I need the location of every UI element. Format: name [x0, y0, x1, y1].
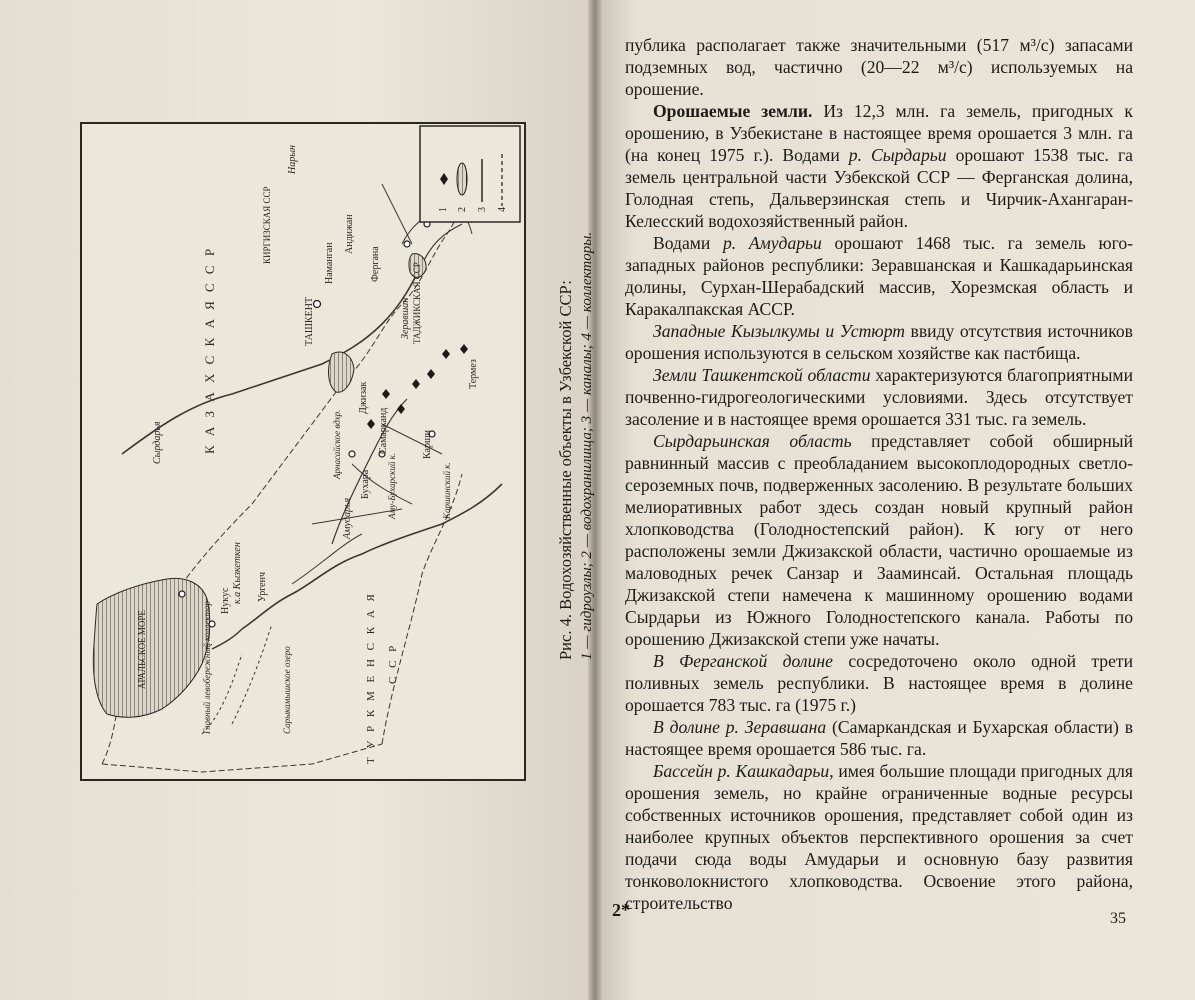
label-tadzhik-ssr: ТАДЖИКСКАЯ ССР — [412, 262, 422, 344]
label-sarykamysh: Сарыкамышское озеро — [282, 646, 292, 734]
paragraph-fergana — [625, 650, 1133, 716]
paragraph-kashkadarya — [625, 760, 1133, 914]
paragraph-amudarya — [625, 232, 1133, 320]
text-run: В Ферганской долине — [653, 651, 833, 671]
legend-number-4: 4 — [497, 207, 508, 212]
label-amudarya: Амударья — [342, 497, 353, 539]
paragraph-tashkent — [625, 364, 1133, 430]
label-turkmen: Т У Р К М Е Н С К А Я — [365, 591, 377, 764]
map-drawing — [82, 124, 524, 779]
label-kuzketken: к.а Кызкеткен — [232, 542, 243, 604]
water-facilities-map — [80, 122, 526, 781]
text-run: орошают 1468 тыс. га земель юго-западных районов республики: Зеравшанская и Кашкадарьинская долины, Сурхан-Шерабадский массив, Хорезмская область и Каракалпакская АССР. — [625, 233, 1134, 319]
label-aral-sea: АРАЛЬСКОЕ МОРЕ — [137, 610, 147, 689]
label-nukus: Нукус — [220, 587, 231, 614]
text-run: ввиду отсутствия источников орошения используются в сельском хозяйстве как пастбища. — [625, 321, 1133, 363]
text-run: сосредоточено около одной трети поливных земель республики. В настоящее время в долине орошается 783 тыс. га (1975 г.) — [625, 651, 1133, 715]
text-run: Водами — [653, 233, 723, 253]
paragraph-syrdarya-region — [625, 430, 1133, 650]
label-zeravshan: Зеравшан — [400, 297, 411, 339]
label-kirgiz-ssr: КИРГИЗСКАЯ ССР — [262, 186, 272, 264]
label-namangan: Наманган — [324, 242, 335, 284]
label-glavny-kollektor: Главный левобережный коллектор — [202, 601, 212, 734]
text-run: Земли Ташкентской области — [653, 365, 871, 385]
text-run: р. Амударьи — [722, 233, 822, 253]
text-run: Западные Кызылкумы и Устюрт — [653, 321, 905, 341]
page-number: 35 — [1110, 910, 1126, 927]
text-run: (Самаркандская и Бухарская области) в настоящее время орошается 586 тыс. га. — [625, 717, 1133, 759]
label-karshi: Карши — [422, 429, 433, 459]
text-run: Из 12,3 млн. га земель, пригодных к орошению, в Узбекистане в настоящее время орошается 3 млн. га (на конец 1975 г.). Водами — [625, 101, 1133, 165]
label-bukhara: Бухара — [360, 469, 371, 499]
text-run: Сырдарьинская область — [653, 431, 852, 451]
paragraph-zeravshan — [625, 716, 1133, 760]
label-karshinsky-canal: Каршинский к. — [442, 462, 452, 519]
text-run: представляет собой обширный равнинный массив с преобладанием высокоплодородных светло-сероземных почв, подверженных засолению. В результате больших мелиоративных работ здесь создан новый крупный район хлопководства (Голодностепский район). К югу от него расположены земли Джизакской области, частично орошаемые из маловодных речек Санзар и Зааминсай. Остальная площадь Джизакской степи намечена к машинному орошению водами Сырдарьи из Южного Голодностепского канала. Работы по орошению Джизакской степи уже начаты. — [625, 431, 1133, 649]
label-andizhan: Андижан — [344, 214, 355, 254]
legend-number-2: 2 — [457, 207, 468, 212]
label-arnasay: Арнасайское вдхр. — [332, 409, 342, 479]
text-run: орошают 1538 тыс. га земель центральной части Узбекской ССР — Ферганская долина, Голодная степь, Дальверзинская степь и Чирчик-Ахангаран-Келесский водохозяйственный район. — [625, 145, 1133, 231]
section-heading: Орошаемые земли. — [653, 101, 813, 121]
text-run: характеризуются благоприятными почвенно-гидрогеологическими условиями. Здесь отсутствует засоление и в настоящее время орошается 331 тыс. га земель. — [625, 365, 1133, 429]
text-run: В долине р. Зеравшана — [653, 717, 827, 737]
label-amu-bukhara-canal: Аму-Бухарский к. — [387, 452, 397, 519]
label-dzhizak: Джизак — [358, 381, 369, 414]
label-kazakh-ssr: К А З А Х С К А Я С С Р — [202, 245, 217, 454]
label-syrdarya: Сырдарья — [152, 421, 163, 464]
paragraph-irrigated-lands — [625, 100, 1133, 232]
label-fergana: Фергана — [370, 246, 381, 282]
text-run: Бассейн р. Кашкадарьи, — [653, 761, 834, 781]
figure-caption-legend: 1 — гидроузлы; 2 — водохранилища; 3 — каналы; 4 — коллекторы. — [579, 231, 595, 660]
signature-mark: 2* — [612, 900, 630, 920]
label-tashkent: ТАШКЕНТ — [304, 296, 315, 346]
paragraph-0: публика располагает также значительными (517 м³/с) запасами подземных вод, частично (20—22 м³/с) используемых на орошение. — [625, 35, 1133, 99]
page-body-text — [625, 34, 1133, 914]
legend-number-3: 3 — [477, 207, 488, 212]
paragraph-kyzylkum — [625, 320, 1133, 364]
text-run: р. Сырдарьи — [848, 145, 947, 165]
text-run: имея большие площади пригодных для орошения земель, но крайне ограниченные водные ресурсы собственных источников орошения, представляет собой один из наиболее крупных объектов перспективного орошения за счет подачи сюда воды Амударьи и основную базу развития тонковолокнистого хлопководства. Освоение этого района, строительство — [625, 761, 1133, 913]
label-naryn: Нарын — [287, 145, 298, 174]
figure-caption-title: Рис. 4. Водохозяйственные объекты в Узбекской ССР: — [556, 280, 575, 660]
label-turkmen-ssr: С С Р — [387, 642, 399, 684]
label-samarkand: Самарканд — [378, 407, 389, 454]
legend-number-1: 1 — [438, 207, 449, 212]
label-termez: Термез — [468, 359, 479, 389]
label-urgench: Ургенч — [257, 572, 268, 602]
